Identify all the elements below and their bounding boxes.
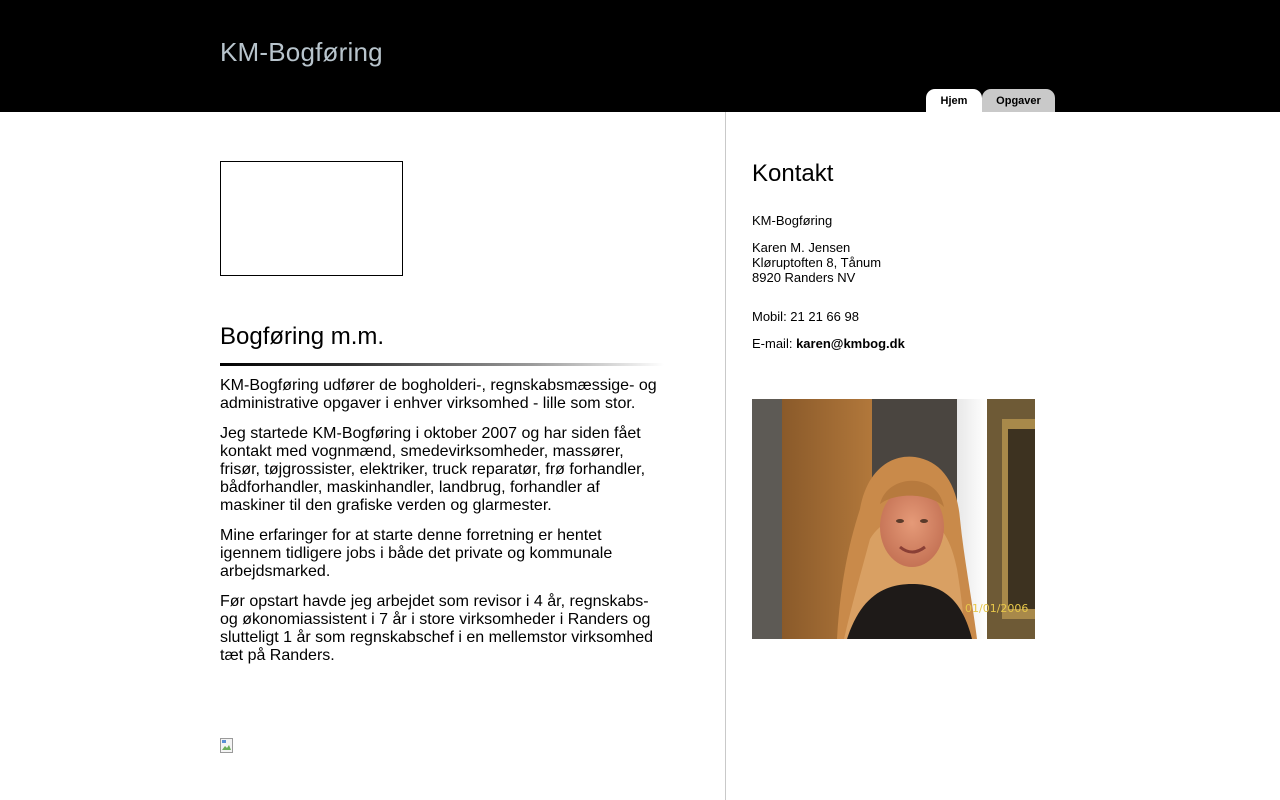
photo-illustration bbox=[752, 399, 1035, 639]
profile-photo bbox=[752, 399, 1035, 639]
contact-city: 8920 Randers NV bbox=[752, 270, 856, 285]
email-link[interactable]: karen@kmbog.dk bbox=[796, 336, 905, 351]
logo-placeholder bbox=[220, 161, 403, 276]
column-divider bbox=[725, 112, 726, 800]
contact-mobile: Mobil: 21 21 66 98 bbox=[752, 309, 859, 324]
broken-image-icon bbox=[220, 738, 236, 754]
background-paragraph: Før opstart havde jeg arbejdet som revisor i 4 år, regnskabs- og økonomiassistent i 7 år i store virksomheder i Randers og slutteligt 1 år som regnskabschef i en mellemstor virksomhed tæt på Randers. bbox=[220, 593, 654, 664]
nav-tabs bbox=[926, 89, 1055, 112]
intro-paragraph: KM-Bogføring udfører de bogholderi-, regnskabsmæssige- og administrative opgaver i enhver virksomhed - lille som stor. bbox=[220, 377, 657, 412]
email-label: E-mail: bbox=[752, 336, 793, 351]
main-content bbox=[220, 377, 665, 677]
contact-company: KM-Bogføring bbox=[752, 213, 833, 228]
contact-heading: Kontakt bbox=[752, 160, 834, 187]
page-title: Bogføring m.m. bbox=[220, 323, 385, 350]
header bbox=[0, 0, 1280, 112]
heading-underline bbox=[220, 363, 664, 366]
tab-hjem[interactable]: Hjem bbox=[926, 89, 982, 112]
experience-paragraph: Mine erfaringer for at starte denne forretning er hentet igennem tidligere jobs i både det private og kommunale arbejdsmarked. bbox=[220, 527, 613, 580]
contact-street: Kløruptoften 8, Tånum bbox=[752, 255, 882, 270]
contact-address bbox=[752, 240, 881, 285]
photo-date-stamp: 01/01/2006 bbox=[965, 602, 1029, 615]
contact-name: Karen M. Jensen bbox=[752, 240, 851, 255]
site-title[interactable]: KM-Bogføring bbox=[220, 37, 383, 67]
tab-opgaver[interactable]: Opgaver bbox=[982, 89, 1055, 112]
contact-email-row bbox=[752, 336, 905, 351]
history-paragraph: Jeg startede KM-Bogføring i oktober 2007 og har siden fået kontakt med vognmænd, smedevirksomheder, massører, frisør, tøjgrossister, elektriker, truck reparatør, frø forhandler, bådforhandler, maskinhandler, landbrug, forhandler af maskiner til den grafiske verden og glarmester. bbox=[220, 425, 646, 514]
